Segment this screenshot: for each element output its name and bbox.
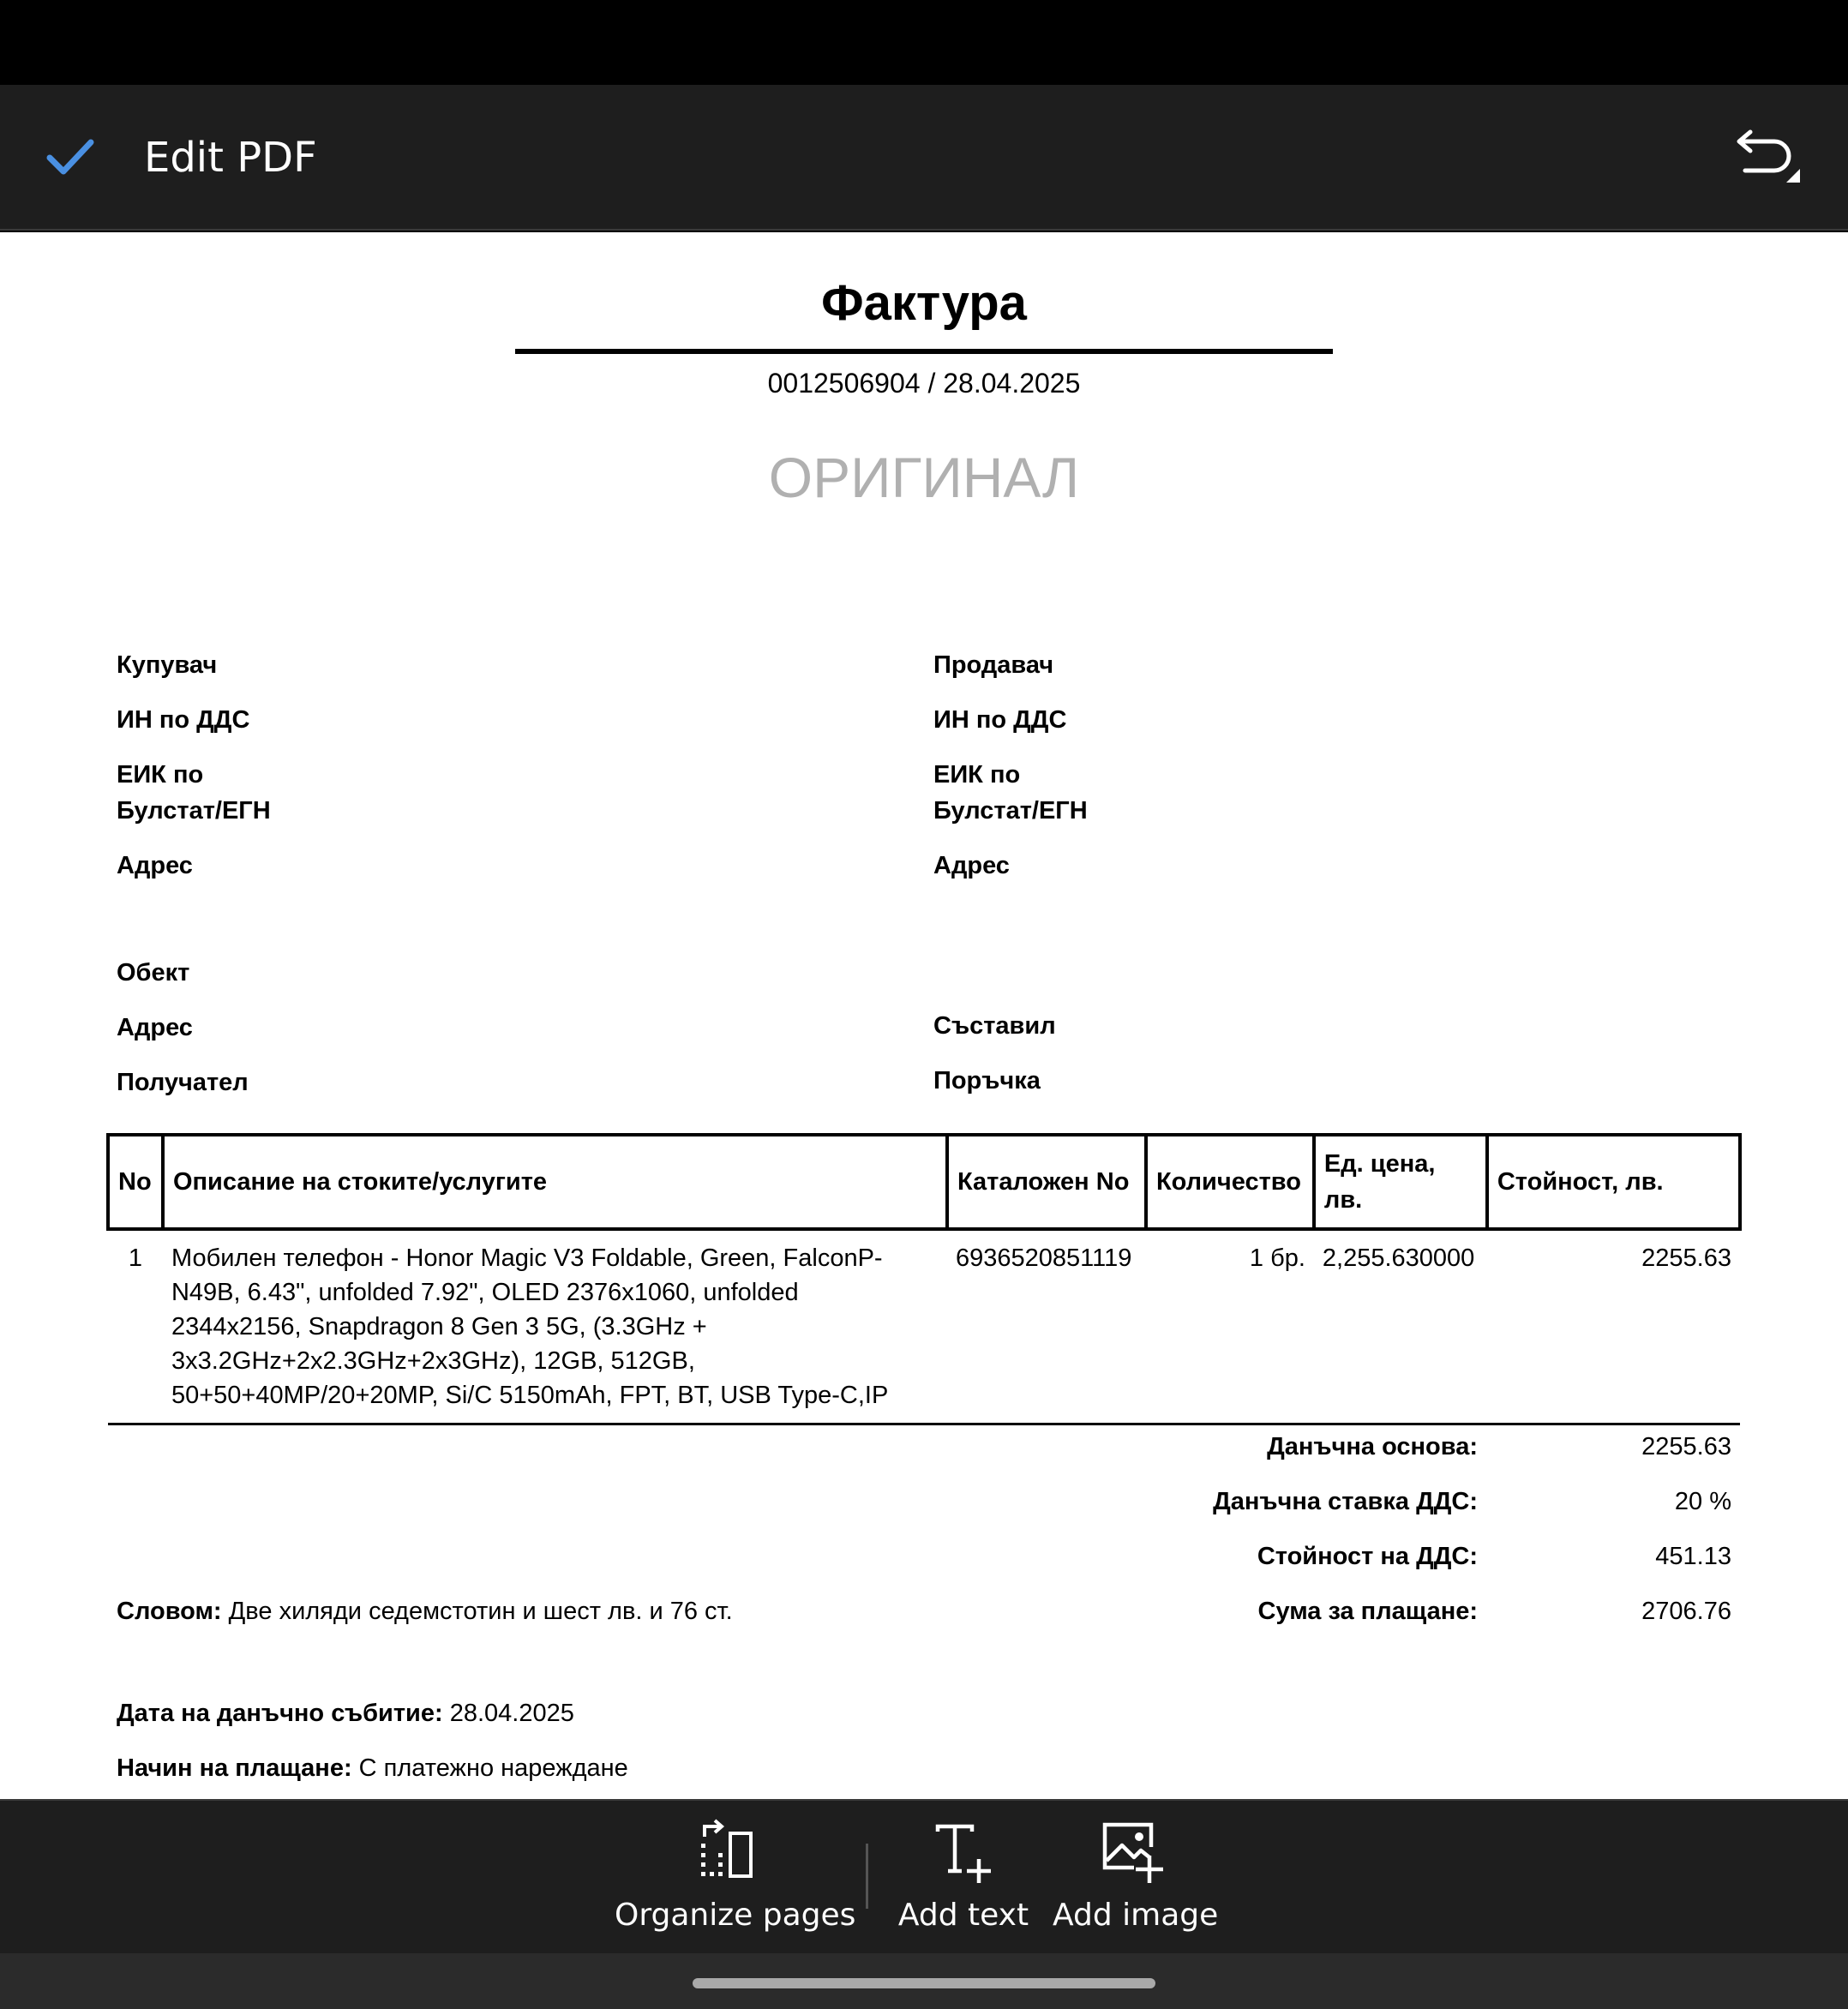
- status-bar: [0, 0, 1848, 85]
- payment-label: Начин на плащане:: [117, 1754, 352, 1782]
- original-mark: ОРИГИНАЛ: [768, 446, 1080, 509]
- organize-pages-button[interactable]: [615, 1801, 856, 1955]
- row-catalog-no: 6936520851119: [955, 1244, 1132, 1272]
- col-header-catalog: Каталожен No: [947, 1135, 1146, 1229]
- issuer-label: Съставил: [933, 1012, 1056, 1040]
- add-image-button[interactable]: [1053, 1801, 1219, 1955]
- in-words-label: Словом:: [117, 1598, 222, 1625]
- add-text-icon: [929, 1818, 998, 1886]
- bottom-toolbar: [0, 1799, 1848, 1953]
- app-header: [0, 85, 1848, 231]
- table-header-row: [108, 1135, 1740, 1229]
- vat-rate-label: Данъчна ставка ДДС:: [1213, 1488, 1478, 1515]
- toolbar-divider: [866, 1844, 868, 1909]
- total-due-label: Сума за плащане:: [1257, 1598, 1478, 1625]
- undo-icon[interactable]: [1728, 129, 1802, 189]
- checkmark-icon[interactable]: [45, 131, 96, 183]
- row-total: 2255.63: [1641, 1244, 1731, 1272]
- add-image-icon: [1098, 1818, 1167, 1886]
- buyer-vat-label: ИН по ДДС: [117, 706, 250, 734]
- add-image-label: Add image: [1053, 1898, 1219, 1933]
- tax-event-date: [117, 1696, 574, 1730]
- page-title: Edit PDF: [144, 134, 317, 182]
- total-due-value: 2706.76: [1641, 1598, 1731, 1625]
- col-header-unit-price: Ед. цена, лв.: [1314, 1135, 1487, 1229]
- vat-amount-label: Стойност на ДДС:: [1257, 1543, 1478, 1570]
- buyer-eik-label: ЕИК по Булстат/ЕГН: [117, 761, 271, 825]
- pdf-document[interactable]: [0, 232, 1848, 1799]
- row-unit-price: 2,255.630000: [1322, 1244, 1475, 1272]
- title-underline: [515, 349, 1333, 354]
- amount-in-words: [117, 1594, 733, 1628]
- seller-label: Продавач: [933, 651, 1054, 679]
- payment-method: [117, 1751, 628, 1785]
- add-text-button[interactable]: [891, 1801, 1035, 1955]
- navigation-bar: [0, 1953, 1848, 2009]
- invoice-number-date: 0012506904 / 28.04.2025: [767, 368, 1081, 399]
- seller-vat-label: ИН по ДДС: [933, 706, 1067, 734]
- buyer-label: Купувач: [117, 651, 218, 679]
- col-header-total: Стойност, лв.: [1487, 1135, 1740, 1229]
- col-header-quantity: Количество: [1146, 1135, 1314, 1229]
- col-header-description: Описание на стоките/услугите: [163, 1135, 947, 1229]
- col-header-no: No: [108, 1135, 163, 1229]
- organize-pages-label: Organize pages: [615, 1898, 856, 1933]
- order-label: Поръчка: [933, 1067, 1041, 1094]
- payment-value: С платежно нареждане: [358, 1754, 628, 1782]
- row-quantity: 1 бр.: [1249, 1244, 1305, 1272]
- organize-pages-icon: [693, 1818, 761, 1886]
- row-no: 1: [128, 1244, 143, 1272]
- tax-event-label: Дата на данъчно събитие:: [117, 1700, 443, 1727]
- add-text-label: Add text: [897, 1898, 1029, 1933]
- tax-base-value: 2255.63: [1641, 1433, 1731, 1460]
- row-description: Мобилен телефон - Honor Magic V3 Foldable, Green, FalconP-N49B, 6.43", unfolded 7.92", OLED 2376x1060, unfolded 2344x2156, Snapdragon 8 Gen 3 5G, (3.3GHz + 3x3.2GHz+2x2.3GHz+2x3GHz), 12GB, 512GB, 50+50+40MP/20+20MP, Si/C 5150mAh, FPT, BT, USB Type-C,IP: [171, 1244, 889, 1409]
- vat-amount-value: 451.13: [1655, 1543, 1731, 1570]
- home-indicator[interactable]: [693, 1978, 1155, 1988]
- invoice-title: Фактура: [821, 275, 1027, 331]
- in-words-value: Две хиляди седемстотин и шест лв. и 76 ст.: [228, 1598, 733, 1625]
- table-row: [108, 1229, 1740, 1424]
- vat-rate-value: 20 %: [1674, 1488, 1731, 1515]
- seller-eik-label: ЕИК по Булстат/ЕГН: [933, 761, 1088, 825]
- items-table: [106, 1133, 1742, 1425]
- object-label: Обект: [117, 959, 190, 987]
- seller-address-label: Адрес: [933, 852, 1010, 879]
- object-address-label: Адрес: [117, 1014, 193, 1041]
- tax-event-value: 28.04.2025: [449, 1700, 574, 1727]
- buyer-address-label: Адрес: [117, 852, 193, 879]
- tax-base-label: Данъчна основа:: [1267, 1433, 1478, 1460]
- recipient-label: Получател: [117, 1069, 249, 1096]
